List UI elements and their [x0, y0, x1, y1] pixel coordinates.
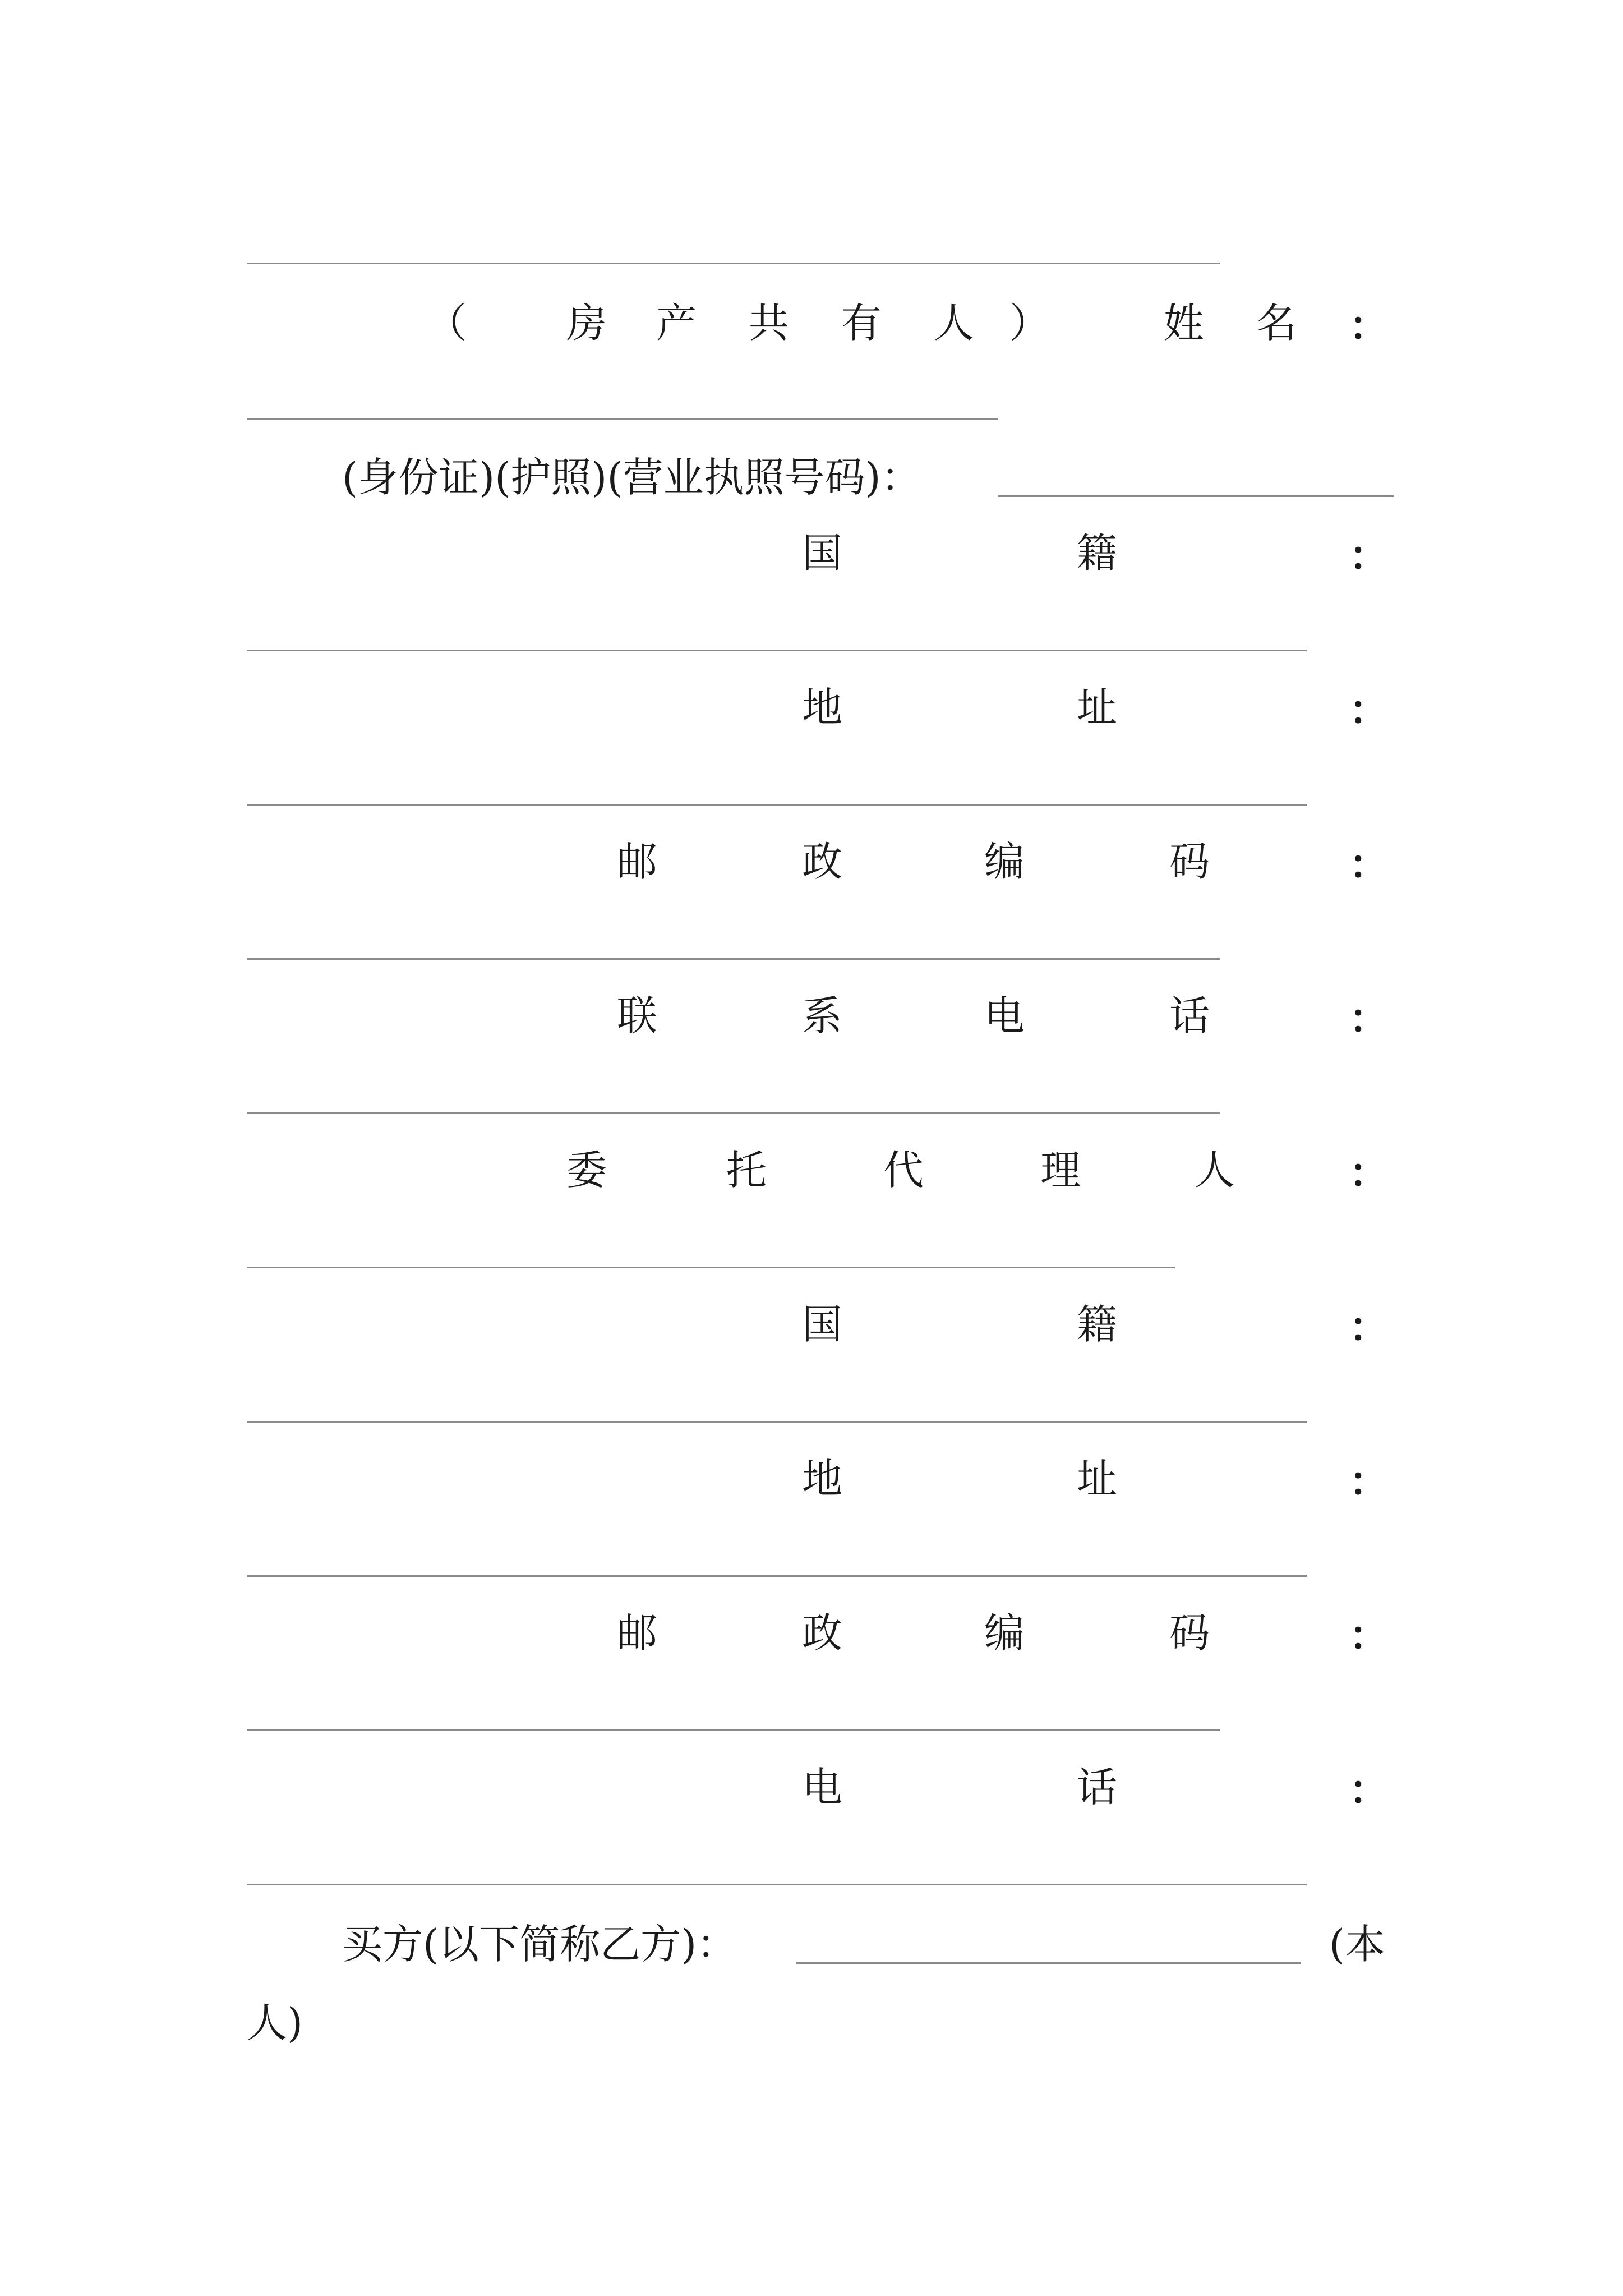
- label-char: 电: [802, 1764, 843, 1811]
- agent-blank-line[interactable]: [247, 1267, 1175, 1268]
- label-char: 国: [802, 530, 843, 577]
- label-char: 系: [802, 992, 843, 1039]
- close-paren: ）: [1009, 300, 1050, 347]
- blank-line[interactable]: [247, 263, 1220, 264]
- label-char: 房: [566, 300, 607, 347]
- address-blank-line[interactable]: [247, 804, 1307, 806]
- agent-address-blank-line[interactable]: [247, 1575, 1307, 1577]
- colon: ：: [1349, 302, 1390, 349]
- label-char: 产: [656, 300, 697, 347]
- label-char: 地: [802, 684, 843, 731]
- postcode-blank-line[interactable]: [247, 958, 1220, 960]
- label-char: 代: [883, 1147, 924, 1194]
- colon: ：: [1349, 995, 1390, 1042]
- label-char: 人: [934, 300, 975, 347]
- phone-blank-line[interactable]: [247, 1112, 1220, 1114]
- label-char: 编: [984, 838, 1025, 885]
- colon: ：: [1349, 1303, 1390, 1351]
- label-char: 码: [1169, 838, 1210, 885]
- label-char: 人: [1195, 1147, 1235, 1194]
- colon: ：: [1349, 686, 1390, 734]
- nationality-blank-line[interactable]: [247, 650, 1307, 651]
- colon: ：: [1349, 532, 1390, 579]
- colon: ：: [1349, 1149, 1390, 1197]
- label-char: 地: [802, 1455, 843, 1502]
- buyer-suffix-end: 人): [247, 1999, 303, 2046]
- colon: ：: [1349, 1457, 1390, 1505]
- id-label: (身份证)(护照)(营业执照号码)：: [342, 454, 921, 501]
- label-char: 码: [1169, 1609, 1210, 1657]
- label-char: 籍: [1077, 1301, 1118, 1348]
- label-char: 籍: [1077, 530, 1118, 577]
- label-char: 电: [984, 992, 1025, 1039]
- buyer-blank-line[interactable]: [796, 1962, 1301, 1964]
- label-char: 邮: [617, 1609, 658, 1657]
- open-paren: （: [426, 300, 467, 347]
- name-char: 姓: [1164, 300, 1205, 347]
- id-blank-line[interactable]: [998, 495, 1394, 497]
- label-char: 话: [1169, 992, 1210, 1039]
- label-char: 话: [1077, 1764, 1118, 1811]
- label-char: 共: [749, 300, 790, 347]
- label-char: 编: [984, 1609, 1025, 1657]
- label-char: 政: [802, 1609, 843, 1657]
- name-blank-line[interactable]: [247, 418, 998, 420]
- label-char: 邮: [617, 838, 658, 885]
- name-char: 名: [1256, 300, 1297, 347]
- label-char: 国: [802, 1301, 843, 1348]
- colon: ：: [1349, 1766, 1390, 1814]
- label-char: 政: [802, 838, 843, 885]
- buyer-label: 买方(以下简称乙方)：: [342, 1921, 737, 1968]
- label-char: 托: [726, 1147, 767, 1194]
- label-char: 委: [566, 1147, 607, 1194]
- label-char: 址: [1077, 1455, 1118, 1502]
- colon: ：: [1349, 840, 1390, 888]
- buyer-suffix-start: (本: [1329, 1921, 1386, 1968]
- label-char: 址: [1077, 684, 1118, 731]
- agent-postcode-blank-line[interactable]: [247, 1729, 1220, 1731]
- label-char: 理: [1040, 1147, 1081, 1194]
- agent-phone-blank-line[interactable]: [247, 1884, 1307, 1885]
- agent-nationality-blank-line[interactable]: [247, 1421, 1307, 1423]
- colon: ：: [1349, 1612, 1390, 1659]
- label-char: 联: [617, 992, 658, 1039]
- label-char: 有: [841, 300, 882, 347]
